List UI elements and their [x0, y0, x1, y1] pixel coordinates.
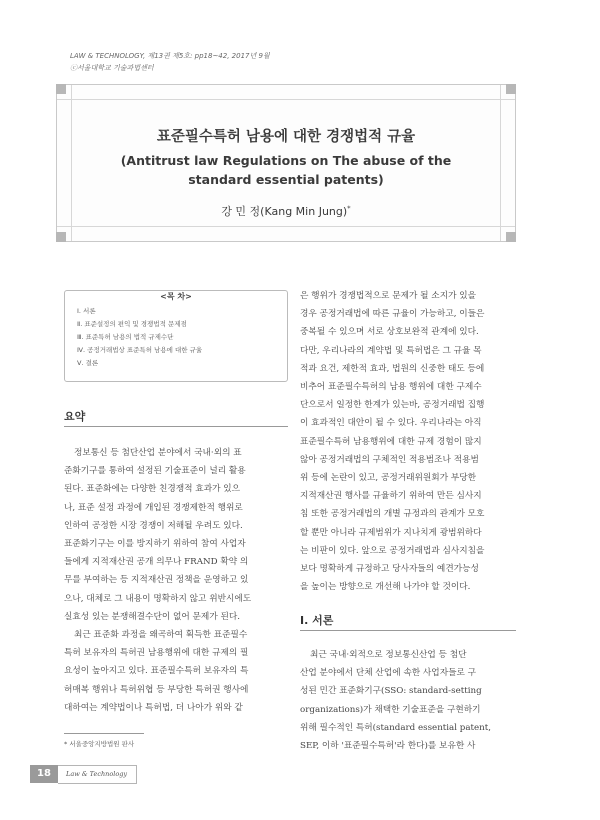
- journal-citation: LAW & TECHNOLOGY, 제13권 제5호: pp18~42, 2017년 9월: [70, 52, 270, 60]
- corner-decoration: [506, 232, 516, 242]
- english-title-line: (Antitrust law Regulations on The abuse of the: [120, 153, 452, 168]
- footnote-rule: [64, 733, 144, 734]
- author-name: 강 민 정(Kang Min Jung): [221, 205, 348, 218]
- toc-item[interactable]: Ⅴ. 결론: [77, 359, 99, 367]
- corner-decoration: [56, 232, 66, 242]
- corner-decoration: [56, 84, 66, 94]
- abstract-right-column: 은 행위가 경쟁법적으로 문제가 될 소지가 있을 경우 공정거래법에 따른 규율이 가능하고, 이들은 중복될 수 있으며 서로 상호보완적 관계에 있다. 다만, 우리나라의 계약법 및 특허법은 그 규율 목 적과 요건, 제한적 효과, 법원의 신중한 태도 등에 비추어 표준필수특허의 남용 행위에 대한 구제수 단으로서 일정한 한계가 있는바, 공정거래법 집행 이 효과적인 대안이 될 수 있다. 우리나라는 아직 표준필수특허 남용행위에 대한 규제 경험이 많지 않아 공정거래법의 구체적인 적용범조나 적용범 위 등에 논란이 있고, 공정거래위원회가 부당한 지적재산권 행사를 규율하기 위하여 만든 심사지 침 또한 공정거래법의 개별 규정과의 관계가 모호 할 뿐만 아니라 규제범위가 지나치게 광범위하다 는 비판이 있다. 앞으로 공정거래법과 심사지침을 보다 명확하게 규정하고 당사자들의 예견가능성 을 높이는 방향으로 개선해 나가야 할 것이다.: [300, 291, 485, 593]
- section-rule: [300, 630, 516, 631]
- author-footnote-mark: *: [347, 204, 351, 213]
- footer-journal-name: Law & Technology: [58, 765, 137, 784]
- journal-header: [70, 50, 270, 74]
- section-rule: [64, 426, 288, 427]
- toc-title: <목 차>: [65, 284, 287, 303]
- toc-item[interactable]: Ⅰ. 서론: [77, 307, 96, 315]
- footnote: * 서울중앙지방법원 판사: [64, 740, 135, 748]
- paper-title-korean: 표준필수특허 남용에 대한 경쟁법적 규율: [156, 129, 416, 145]
- toc-item[interactable]: Ⅳ. 공정거래법상 표준특허 남용에 대한 규율: [77, 346, 203, 354]
- english-title-line: standard essential patents): [188, 172, 384, 187]
- publisher-line: ⓒ서울대학교 기술과법센터: [70, 64, 154, 72]
- corner-decoration: [506, 84, 516, 94]
- title-box: [56, 84, 516, 242]
- table-of-contents: [64, 290, 288, 382]
- introduction-text: 최근 국내·외적으로 정보통신산업 등 첨단 산업 분야에서 단체 산업에 속한 사업자들로 구 성된 민간 표준화기구(SSO: standard-setting organizations)가 채택한 기술표준을 구현하기 위해 필수적인 특허(standard essential patent, SEP, 이하 '표준필수특허'라 한다)를 보유한 사: [300, 650, 491, 752]
- toc-item[interactable]: Ⅲ. 표준특허 남용의 법적 규제수단: [77, 333, 174, 341]
- author: [57, 203, 515, 219]
- section-heading-introduction: Ⅰ. 서론: [300, 614, 334, 627]
- toc-item[interactable]: Ⅱ. 표준설정의 편익 및 경쟁법적 문제점: [77, 320, 187, 328]
- paper-title-english: [57, 151, 515, 189]
- abstract-left-column: 정보통신 등 첨단산업 분야에서 국내·외의 표 준화기구를 통하여 설정된 기술표준이 널리 활용 된다. 표준화에는 다양한 친경쟁적 효과가 있으 나, 표준 설정 과정에 개입된 경쟁제한적 행위로 인하여 공정한 시장 경쟁이 저해될 우려도 있다. 표준화기구는 이를 방지하기 위하여 참여 사업자 들에게 지적재산권 공개 의무나 FRAND 확약 의 무를 부여하는 등 지적재산권 정책을 운영하고 있 으나, 대체로 그 내용이 명확하지 않고 위반시에도 실효성 있는 분쟁해결수단이 없어 문제가 된다. 최근 표준화 과정을 왜곡하여 획득한 표준필수 특허 보유자의 특허권 남용행위에 대한 규제의 필 요성이 높아지고 있다. 표준필수특허 보유자의 특 허매복 행위나 특허위협 등 부당한 특허권 행사에 대하여는 계약법이나 특허법, 더 나아가 위와 같: [64, 448, 252, 713]
- page-number: 18: [30, 765, 58, 783]
- abstract-heading: 요약: [64, 410, 86, 423]
